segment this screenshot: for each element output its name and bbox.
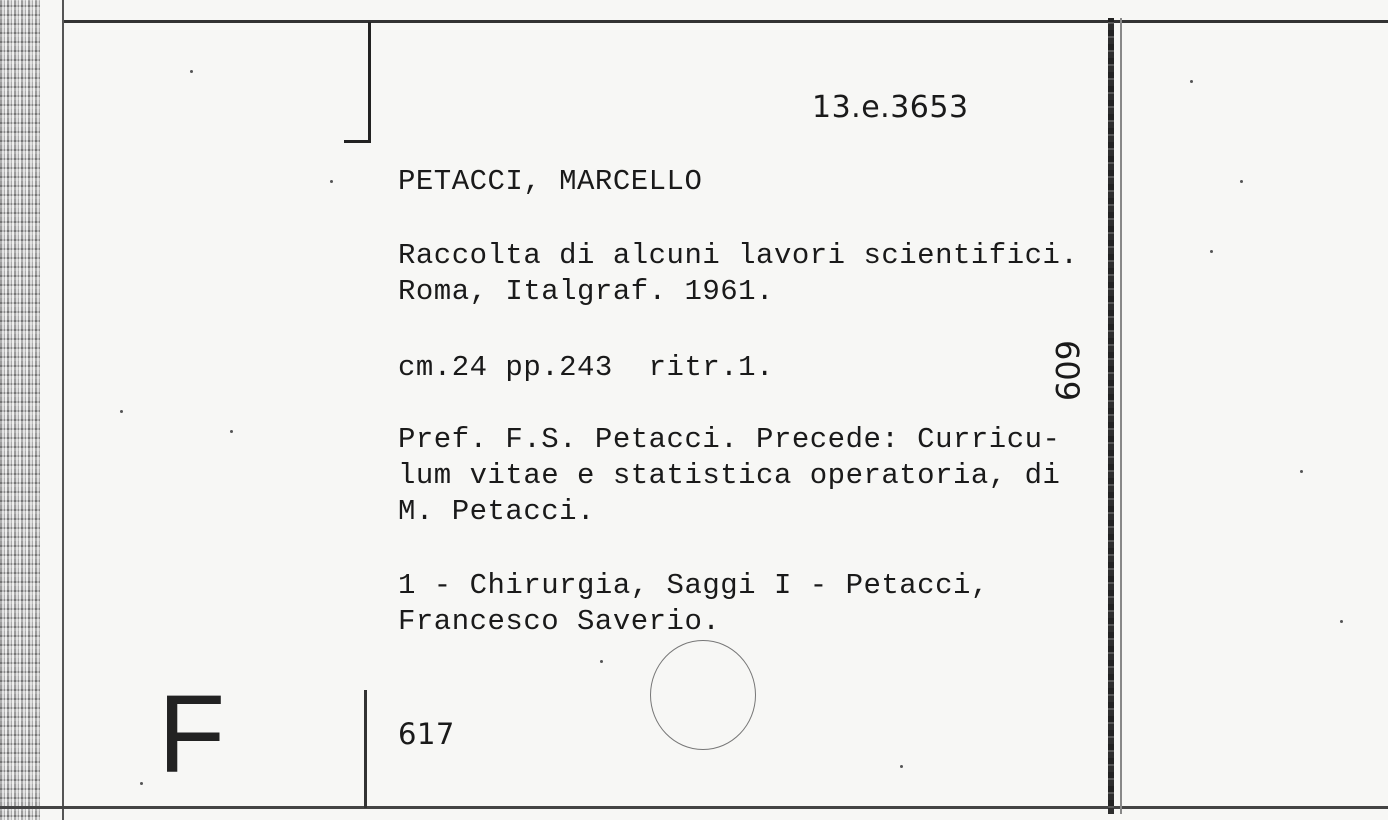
speck: [900, 765, 903, 768]
side-rotated-number: 609: [1048, 340, 1086, 402]
note-line-3: M. Petacci.: [398, 495, 595, 528]
note-line-2: lum vitae e statistica operatoria, di: [398, 459, 1061, 492]
card-top-border: [64, 20, 1388, 23]
speck: [600, 660, 603, 663]
shelfmark: 13.e.3653: [812, 90, 969, 125]
speck: [1210, 250, 1213, 253]
speck: [120, 410, 123, 413]
drawer-letter: F: [158, 673, 226, 796]
footer-number: 617: [398, 717, 455, 751]
speck: [1340, 620, 1343, 623]
note-line-1: Pref. F.S. Petacci. Precede: Curricu-: [398, 423, 1061, 456]
speck: [1190, 80, 1193, 83]
speck: [330, 180, 333, 183]
author-heading: PETACCI, MARCELLO: [398, 165, 703, 198]
speck: [230, 430, 233, 433]
title-line-1: Raccolta di alcuni lavori scientifici.: [398, 239, 1079, 272]
subject-line-2: Francesco Saverio.: [398, 605, 721, 638]
speck: [190, 70, 193, 73]
scanned-edge: [0, 0, 40, 820]
top-bracket-mark: [344, 22, 371, 143]
title-line-2: Roma, Italgraf. 1961.: [398, 275, 774, 308]
speck: [140, 782, 143, 785]
stamp-circle: [650, 640, 756, 750]
card-left-border: [62, 0, 64, 820]
card-bottom-border: [0, 806, 1388, 809]
physical-description: cm.24 pp.243 ritr.1.: [398, 351, 774, 384]
card-right-divider: [1108, 18, 1114, 814]
subject-line-1: 1 - Chirurgia, Saggi I - Petacci,: [398, 569, 989, 602]
speck: [1240, 180, 1243, 183]
speck: [1300, 470, 1303, 473]
card-right-divider-line: [1120, 18, 1122, 814]
bottom-bracket-mark: [364, 690, 367, 808]
